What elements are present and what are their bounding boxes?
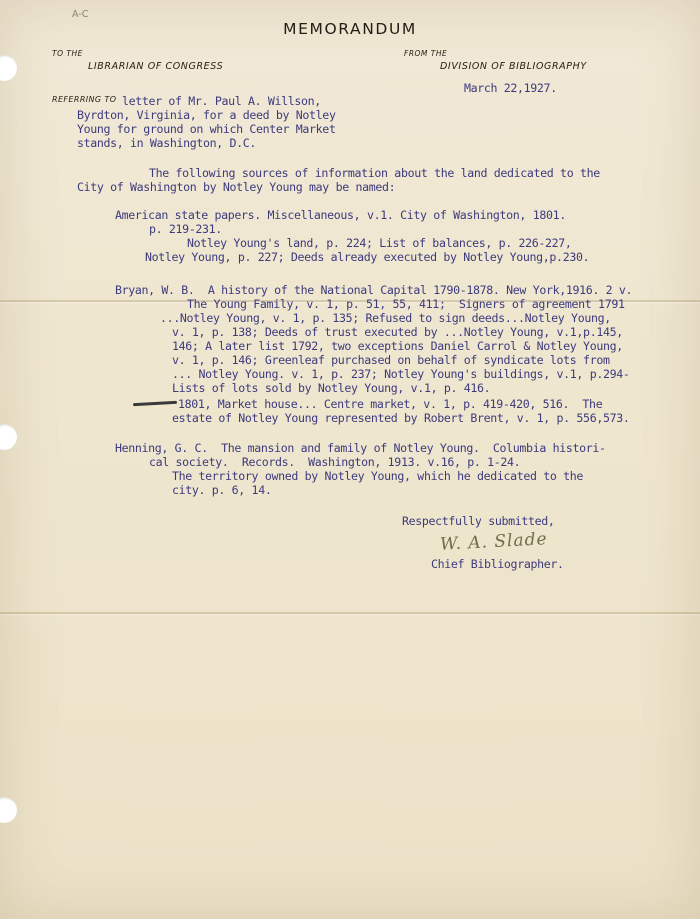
referring-line: stands, in Washington, D.C. — [77, 136, 257, 150]
entry-line: estate of Notley Young represented by Robert Brent, v. 1, p. 556,573. — [172, 411, 630, 425]
entry-line: 1801, Market house... Centre market, v. 1, p. 419-420, 516. The — [178, 397, 603, 411]
punch-hole-middle — [0, 424, 17, 450]
to-label: TO THE — [52, 49, 83, 58]
memo-date: March 22,1927. — [464, 81, 557, 95]
entry-line: American state papers. Miscellaneous, v.1. City of Washington, 1801. — [115, 208, 566, 222]
referring-label: REFERRING TO — [52, 95, 117, 104]
entry-line: Bryan, W. B. A history of the National Capital 1790-1878. New York,1916. 2 v. — [115, 283, 633, 297]
closing-text: Respectfully submitted, — [402, 514, 555, 528]
from-label: FROM THE — [404, 49, 448, 58]
punch-hole-bottom — [0, 797, 17, 823]
referring-line: Byrdton, Virginia, for a deed by Notley — [77, 108, 336, 122]
corner-mark: A-C — [72, 9, 89, 20]
entry-line: city. p. 6, 14. — [172, 483, 272, 497]
fold-crease-bottom — [0, 612, 700, 614]
intro-line: The following sources of information about the land dedicated to the — [149, 166, 600, 180]
entry-line: Henning, G. C. The mansion and family of Notley Young. Columbia histori- — [115, 441, 606, 455]
entry-line: ... Notley Young. v. 1, p. 237; Notley Young's buildings, v.1, p.294- — [172, 367, 630, 381]
entry-line: 146; A later list 1792, two exceptions Daniel Carrol & Notley Young, — [172, 339, 623, 353]
entry-line: Notley Young's land, p. 224; List of balances, p. 226-227, — [187, 236, 572, 250]
referring-line: Young for ground on which Center Market — [77, 122, 336, 136]
intro-line: City of Washington by Notley Young may be named: — [77, 180, 396, 194]
entry-line: v. 1, p. 138; Deeds of trust executed by ...Notley Young, v.1,p.145, — [172, 325, 623, 339]
referring-line: letter of Mr. Paul A. Willson, — [122, 94, 321, 108]
entry-line: Notley Young, p. 227; Deeds already executed by Notley Young,p.230. — [145, 250, 590, 264]
from-value: DIVISION OF BIBLIOGRAPHY — [440, 61, 587, 72]
memo-title: MEMORANDUM — [283, 20, 417, 38]
entry-line: ...Notley Young, v. 1, p. 135; Refused to sign deeds...Notley Young, — [160, 311, 611, 325]
signature: W. A. Slade — [439, 529, 549, 555]
entry-line: p. 219-231. — [149, 222, 222, 236]
entry-line: v. 1, p. 146; Greenleaf purchased on behalf of syndicate lots from — [172, 353, 610, 367]
pencil-pointer-mark — [133, 401, 177, 406]
punch-hole-top — [0, 55, 17, 81]
entry-line: The Young Family, v. 1, p. 51, 55, 411; Signers of agreement 1791 — [187, 297, 625, 311]
signer-title: Chief Bibliographer. — [431, 557, 564, 571]
entry-line: Lists of lots sold by Notley Young, v.1, p. 416. — [172, 381, 491, 395]
entry-line: cal society. Records. Washington, 1913. v.16, p. 1-24. — [149, 455, 521, 469]
entry-line: The territory owned by Notley Young, which he dedicated to the — [172, 469, 584, 483]
to-value: LIBRARIAN OF CONGRESS — [88, 61, 224, 72]
